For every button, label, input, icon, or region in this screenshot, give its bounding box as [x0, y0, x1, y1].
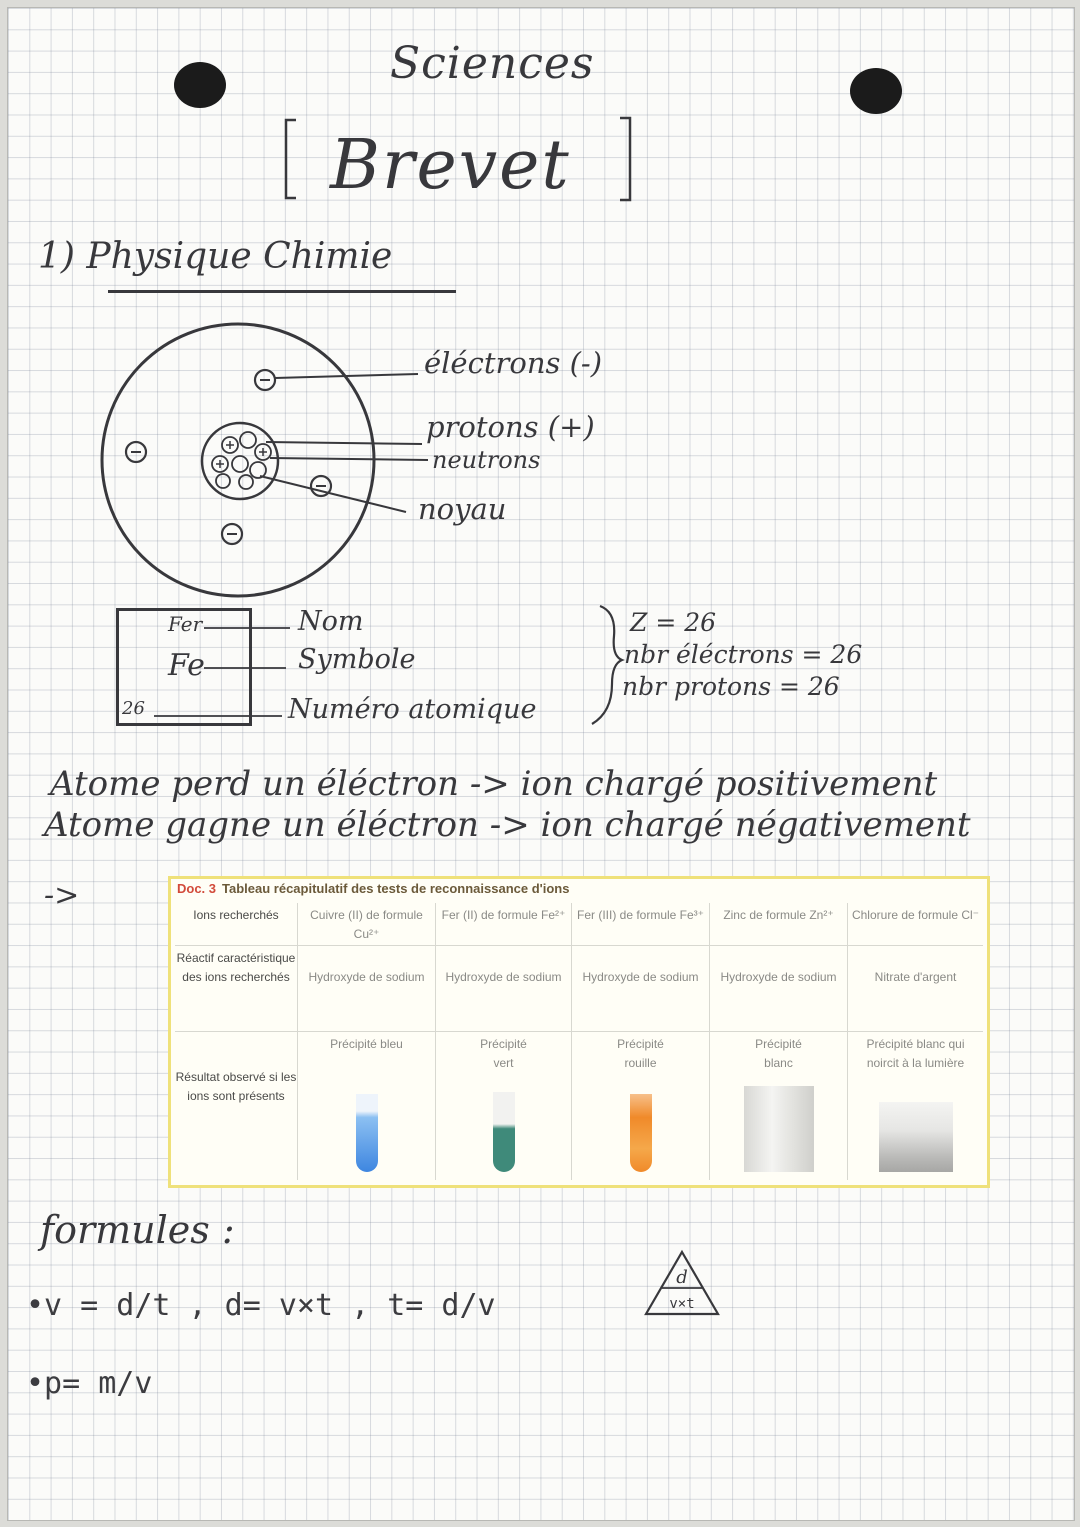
- table-cell: Fer (II) de formule Fe²⁺: [435, 903, 571, 945]
- element-symbol: Fe: [168, 648, 205, 683]
- table-cell: Hydroxyde de sodium: [297, 946, 435, 1032]
- table-cell: Chlorure de formule Cl⁻: [847, 903, 983, 945]
- table-cell: Nitrate d'argent: [847, 946, 983, 1032]
- result-text: Précipité vert: [480, 1037, 527, 1070]
- neutrons-label: neutrons: [432, 446, 541, 474]
- test-tube-white: [744, 1086, 814, 1172]
- element-name: Fer: [168, 612, 203, 636]
- table-cell: Cuivre (II) de formule Cu²⁺: [297, 903, 435, 945]
- page-subtitle: Brevet: [330, 126, 571, 205]
- test-tube-blue: [356, 1094, 378, 1172]
- element-atomic-number: 26: [122, 698, 145, 719]
- table-cell: [709, 1032, 847, 1180]
- numero-atomique-label: Numéro atomique: [288, 694, 537, 725]
- fact-electrons: nbr éléctrons = 26: [624, 640, 863, 669]
- section-heading: 1) Physique Chimie: [38, 236, 393, 277]
- formula-triangle: [642, 1248, 722, 1320]
- table-cell: [571, 1032, 709, 1180]
- result-text: Précipité blanc: [755, 1037, 802, 1070]
- ion-test-table: [168, 876, 990, 1188]
- fact-protons: nbr protons = 26: [622, 672, 840, 701]
- table-cell: [847, 1032, 983, 1180]
- electrons-label: éléctrons (-): [424, 346, 603, 380]
- result-text: Précipité bleu: [330, 1037, 403, 1051]
- page-title: Sciences: [390, 38, 595, 89]
- table-cell: [435, 1032, 571, 1180]
- speed-formula: •v = d/t , d= v×t , t= d/v: [26, 1288, 496, 1323]
- doc-title-text: Tableau récapitulatif des tests de reconnaissance d'ions: [222, 881, 570, 896]
- table-row-ions: [175, 903, 983, 945]
- table-cell: Hydroxyde de sodium: [571, 946, 709, 1032]
- ion-rule-negative: Atome gagne un éléctron -> ion chargé négativement: [44, 805, 971, 845]
- fact-z: Z = 26: [630, 608, 717, 637]
- table-cell: Hydroxyde de sodium: [709, 946, 847, 1032]
- test-tube-grey: [879, 1102, 953, 1172]
- nom-label: Nom: [298, 606, 364, 637]
- result-text: Précipité rouille: [617, 1037, 664, 1070]
- test-tube-rust: [630, 1094, 652, 1172]
- row-header: Réactif caractéristique des ions recherchés: [176, 951, 296, 984]
- element-leader-lines: [8, 8, 1074, 768]
- noyau-label: noyau: [418, 492, 507, 526]
- table-row-resultat: [175, 1031, 983, 1180]
- row-header: Ions recherchés: [193, 908, 279, 922]
- test-tube-green: [493, 1092, 515, 1172]
- protons-label: protons (+): [426, 410, 595, 444]
- table-cell: Zinc de formule Zn²⁺: [709, 903, 847, 945]
- table-cell: [297, 1032, 435, 1180]
- density-formula: •p= m/v: [26, 1366, 153, 1401]
- table-cell: Fer (III) de formule Fe³⁺: [571, 903, 709, 945]
- arrow-marker: ->: [44, 878, 80, 913]
- symbole-label: Symbole: [298, 644, 416, 675]
- triangle-top-label: d: [676, 1267, 688, 1288]
- table-row-reactif: [175, 945, 983, 1032]
- doc-grid: [175, 903, 983, 1179]
- table-cell: Hydroxyde de sodium: [435, 946, 571, 1032]
- doc-number: Doc. 3: [177, 881, 217, 896]
- formulas-heading: formules :: [40, 1208, 235, 1252]
- ion-rule-positive: Atome perd un éléctron -> ion chargé positivement: [50, 764, 938, 804]
- triangle-bottom-label: v×t: [669, 1296, 695, 1312]
- notebook-page: [8, 8, 1074, 1520]
- doc-title: [177, 881, 569, 896]
- row-header: Résultat observé si les ions sont présents: [175, 1070, 297, 1103]
- result-text: Précipité blanc qui noircit à la lumière: [866, 1037, 965, 1070]
